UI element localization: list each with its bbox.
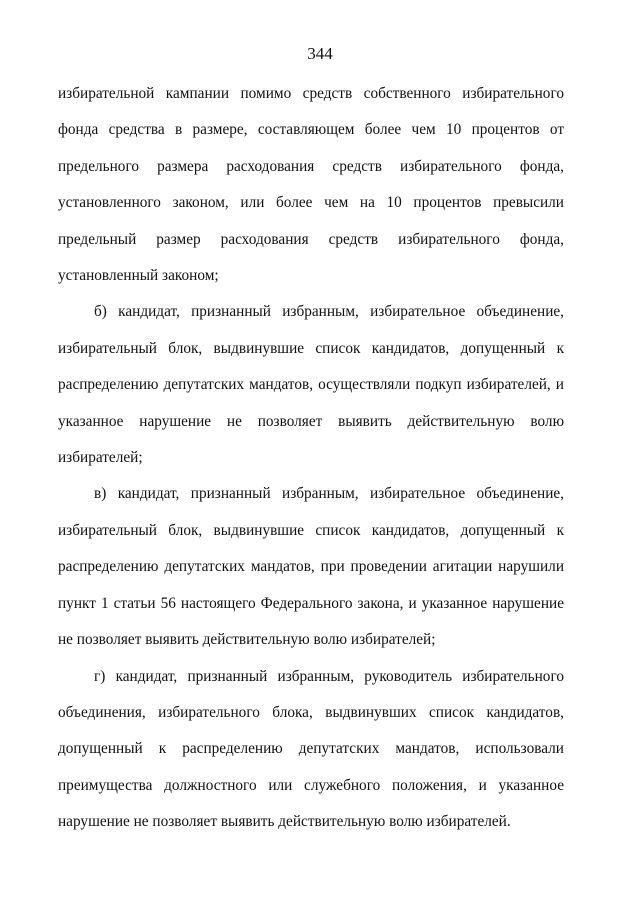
paragraph-item-g: г) кандидат, признанный избранным, руководитель избирательного объединения, избирательного блока, выдвинувших список кандидатов, допущенный к распределению депутатских мандатов, использовали преимущества должностного или служебного положения, и указанное нарушение не позволяет выявить действительную волю избирателей. <box>58 667 564 831</box>
page-number: 344 <box>307 44 333 63</box>
document-body <box>58 76 564 841</box>
paragraph-item-v: в) кандидат, признанный избранным, избирательное объединение, избирательный блок, выдвинувшие список кандидатов, допущенный к распределению депутатских мандатов, при проведении агитации нарушили пункт 1 статьи 56 настоящего Федерального закона, и указанное нарушение не позволяет выявить действительную волю избирателей; <box>58 485 564 649</box>
paragraph-continuation: избирательной кампании помимо средств собственного избирательного фонда средства в размере, составляющем более чем 10 процентов от предельного размера расходования средств избирательного фонда, установленного законом, или более чем на 10 процентов превысили предельный размер расходования средств избирательного фонда, установленный законом; <box>58 85 564 285</box>
paragraph-item-b: б) кандидат, признанный избранным, избирательное объединение, избирательный блок, выдвинувшие список кандидатов, допущенный к распределению депутатских мандатов, осуществляли подкуп избирателей, и указанное нарушение не позволяет выявить действительную волю избирателей; <box>58 303 564 467</box>
